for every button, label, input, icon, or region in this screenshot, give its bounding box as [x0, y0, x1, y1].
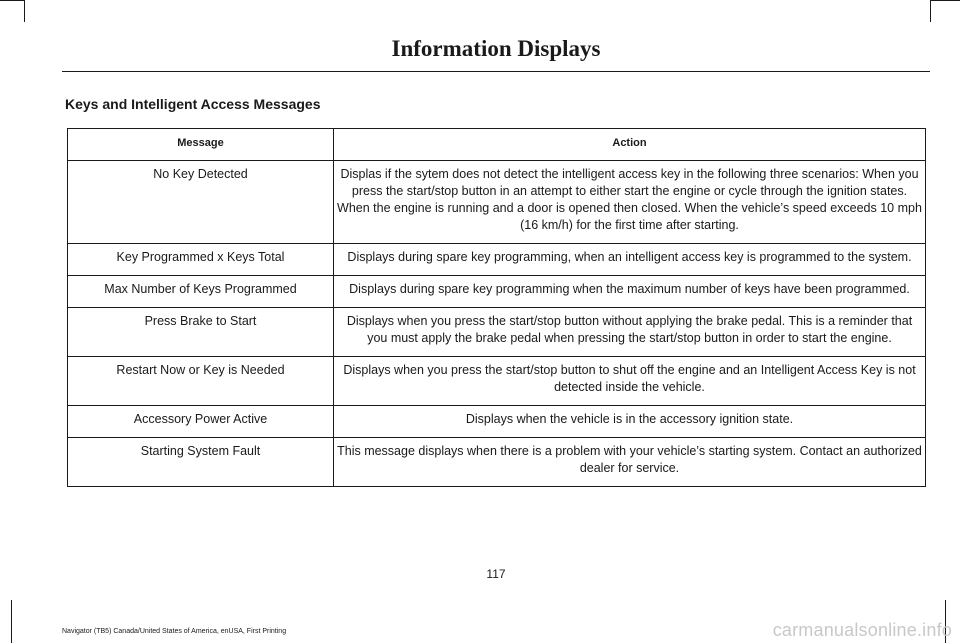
messages-table — [67, 128, 926, 487]
footer-text: Navigator (TB5) Canada/United States of America, enUSA, First Printing — [62, 628, 287, 635]
action-cell: Displays during spare key programming, when an intelligent access key is programmed to the system. — [334, 244, 926, 276]
message-cell: Max Number of Keys Programmed — [68, 276, 334, 308]
message-cell: No Key Detected — [68, 161, 334, 244]
message-cell: Press Brake to Start — [68, 308, 334, 357]
action-cell: This message displays when there is a problem with your vehicle’s starting system. Contact an authorized dealer for service. — [334, 438, 926, 487]
message-cell: Key Programmed x Keys Total — [68, 244, 334, 276]
crop-mark — [11, 600, 12, 643]
action-cell: Displays when you press the start/stop button to shut off the engine and an Intelligent Access Key is not detected inside the vehicle. — [334, 357, 926, 406]
page-title: Information Displays — [391, 36, 601, 61]
section-heading: Keys and Intelligent Access Messages — [65, 96, 321, 112]
message-cell: Starting System Fault — [68, 438, 334, 487]
header-message: Message — [68, 129, 334, 161]
header-action: Action — [334, 129, 926, 161]
table-row — [68, 357, 926, 406]
crop-mark — [24, 0, 25, 22]
table-row — [68, 308, 926, 357]
crop-mark — [930, 0, 931, 22]
message-cell: Restart Now or Key is Needed — [68, 357, 334, 406]
table-row — [68, 406, 926, 438]
table-header-row — [68, 129, 926, 161]
table-row — [68, 244, 926, 276]
action-cell: Displas if the sytem does not detect the intelligent access key in the following three scenarios: When you press the start/stop button in an attempt to either start the engine or cycle through the ignition states. When the engine is running and a door is opened then closed. When the vehicle’s speed exceeds 10 mph (16 km/h) for the first time after starting. — [334, 161, 926, 244]
action-cell: Displays during spare key programming when the maximum number of keys have been programmed. — [334, 276, 926, 308]
table-row — [68, 276, 926, 308]
action-cell: Displays when you press the start/stop button without applying the brake pedal. This is a reminder that you must apply the brake pedal when pressing the start/stop button in order to start the engine. — [334, 308, 926, 357]
table-row — [68, 161, 926, 244]
crop-mark — [930, 0, 960, 1]
action-cell: Displays when the vehicle is in the accessory ignition state. — [334, 406, 926, 438]
table-row — [68, 438, 926, 487]
page-number: 117 — [486, 567, 506, 581]
header-rule — [62, 71, 930, 72]
crop-mark — [0, 0, 24, 1]
watermark: carmanualsonline.info — [772, 620, 952, 640]
message-cell: Accessory Power Active — [68, 406, 334, 438]
